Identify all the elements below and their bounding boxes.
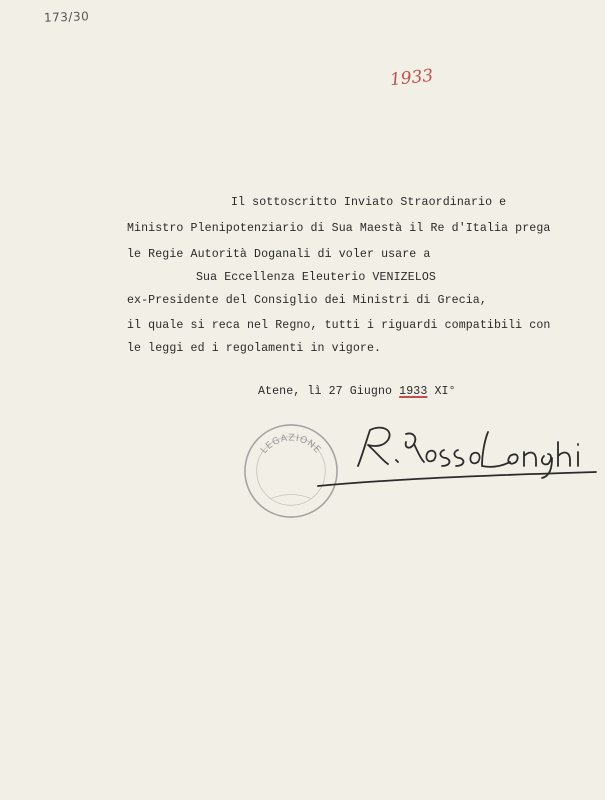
letter-line-6: il quale si reca nel Regno, tutti i riguardi compatibili con xyxy=(127,319,551,332)
date-prefix: Atene, lì 27 Giugno xyxy=(258,385,400,398)
archive-reference: 173/30 xyxy=(43,9,90,25)
letter-line-3: le Regie Autorità Doganali di voler usare a xyxy=(127,248,431,261)
letter-line-1: Il sottoscritto Inviato Straordinario e xyxy=(231,196,507,209)
date-era: XI° xyxy=(427,385,456,398)
handwritten-signature xyxy=(312,412,602,492)
letter-line-2: Ministro Plenipotenziario di Sua Maestà il Re d'Italia prega xyxy=(127,222,551,235)
year-annotation: 1933 xyxy=(389,65,435,91)
date-year: 1933 xyxy=(399,385,428,398)
letter-line-7: le leggi ed i regolamenti in vigore. xyxy=(127,342,382,355)
letter-line-5: ex-Presidente del Consiglio dei Ministri di Grecia, xyxy=(127,294,487,307)
stamp-text: LEGAZIONE xyxy=(258,432,324,456)
letter-line-4: Sua Eccellenza Eleuterio VENIZELOS xyxy=(196,271,436,284)
letter-date xyxy=(258,385,456,398)
